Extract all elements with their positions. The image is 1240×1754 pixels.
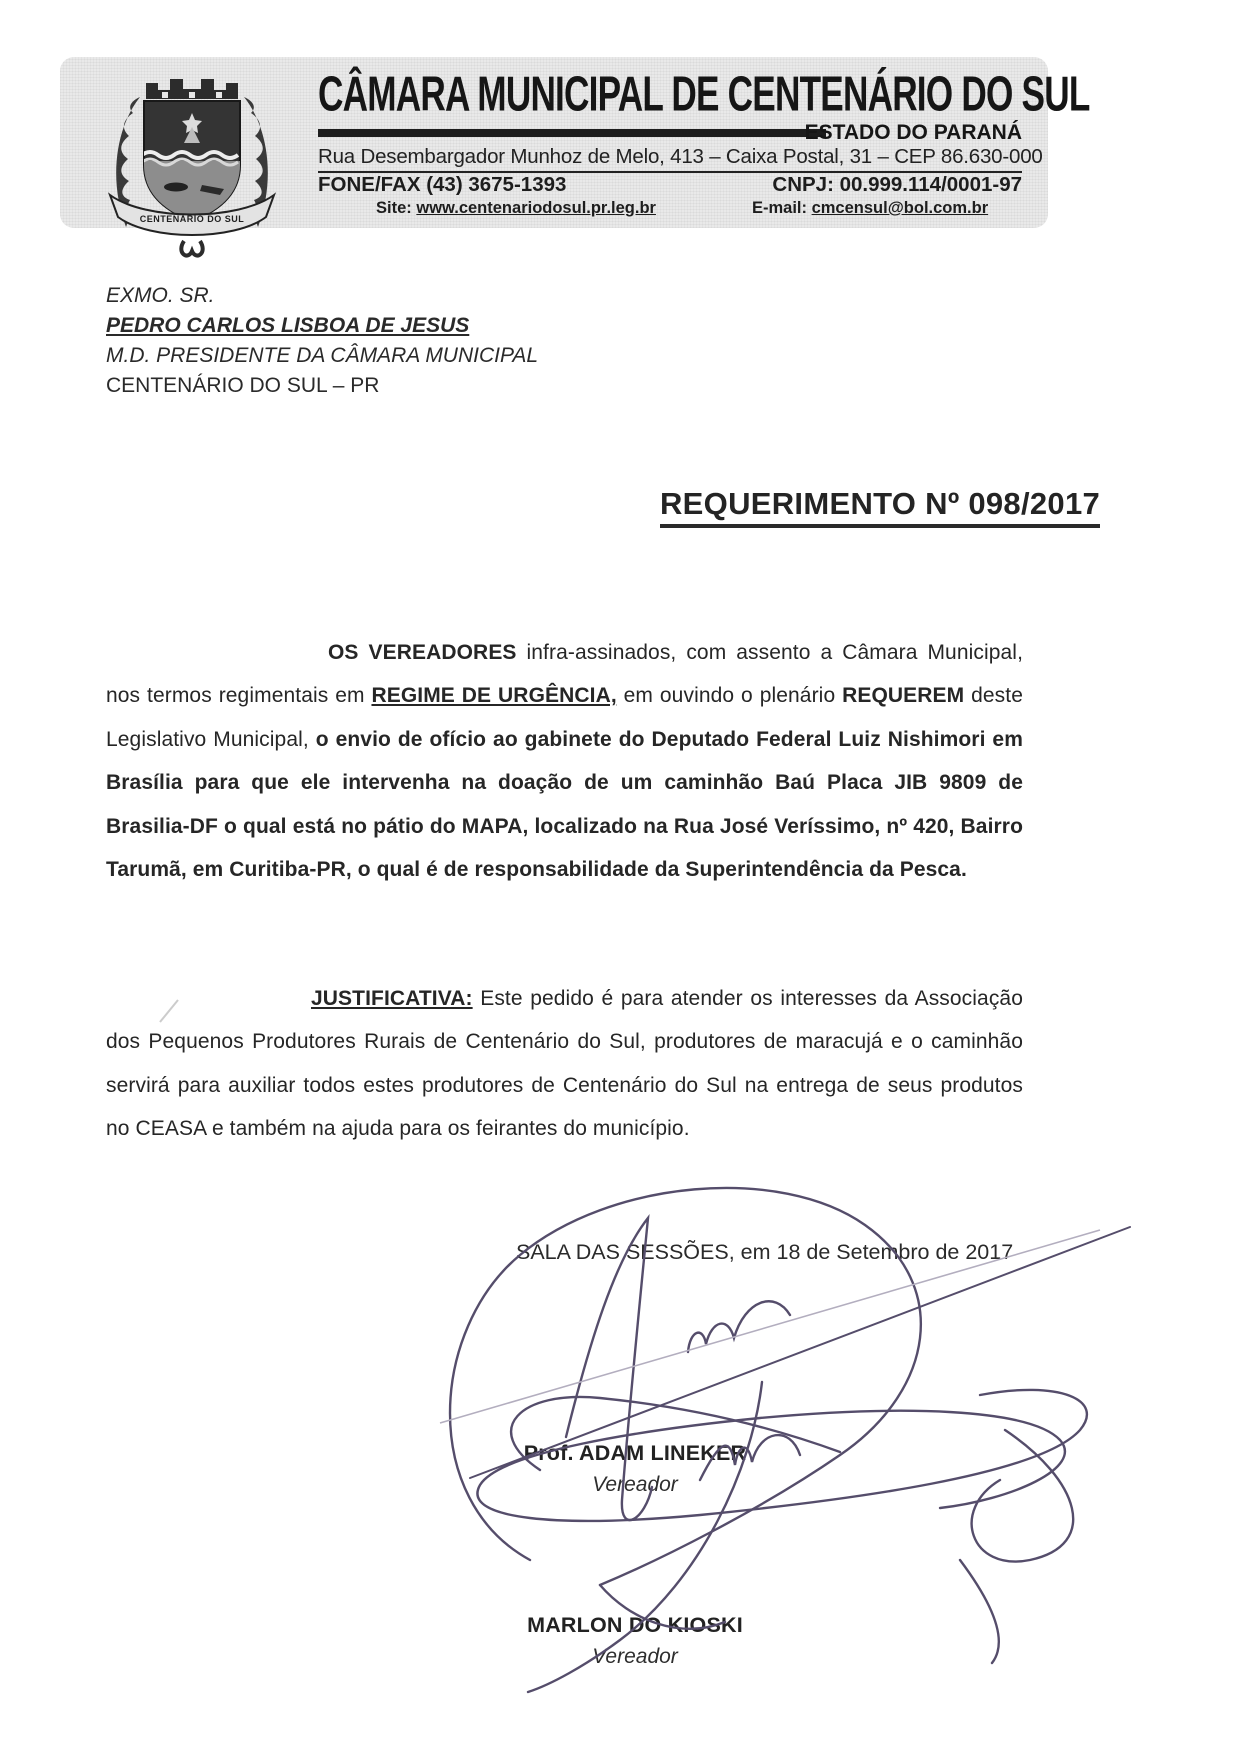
site-url: www.centenariodosul.pr.leg.br (416, 199, 656, 217)
signer-name: MARLON DO KIOSKI (527, 1613, 743, 1637)
addressee-salutation: EXMO. SR. (106, 284, 215, 307)
crest-crown-window (216, 92, 222, 98)
crest-crown-window (162, 92, 168, 98)
signer-role: Vereador (592, 1473, 678, 1496)
website (376, 199, 656, 218)
site-email-row (318, 199, 1022, 218)
email (752, 199, 988, 218)
phone-cnpj-row (318, 173, 1022, 197)
header-rule-row (318, 121, 1022, 143)
email-address: cmcensul@bol.com.br (811, 199, 989, 217)
site-label: Site: (376, 199, 412, 217)
addressee-block (106, 281, 538, 401)
crest-ribbon-text: CENTENÁRIO DO SUL (139, 214, 245, 224)
crest-crown-window (189, 92, 195, 98)
addressee-name: PEDRO CARLOS LISBOA DE JESUS (106, 314, 470, 337)
document-title: REQUERIMENTO Nº 098/2017 (660, 486, 1100, 528)
header-divider (318, 129, 826, 137)
crest-bottom-knot (181, 241, 202, 256)
signer-role: Vereador (592, 1645, 678, 1668)
request-paragraph: OS VEREADORES infra-assinados, com assento a Câmara Municipal, nos termos regimentais em REGIME DE URGÊNCIA, em ouvindo o plenário REQUEREM deste Legislativo Municipal, o envio de ofício ao gabinete do Deputado Federal Luiz Nishimori em Brasília para que ele intervenha na doação de um caminhão Baú Placa JIB 9809 de Brasilia-DF o qual está no pátio do MAPA, localizado na Rua José Veríssimo, nº 420, Bairro Tarumã, em Curitiba-PR, o qual é de responsabilidade da Superintendência da Pesca. (106, 641, 1024, 882)
session-date-line: SALA DAS SESSÕES, em 18 de Setembro de 2017 (516, 1240, 1014, 1264)
addressee-role: M.D. PRESIDENTE DA CÂMARA MUNICIPAL (106, 344, 539, 367)
phone-number: FONE/FAX (43) 3675-1393 (318, 173, 567, 196)
address-line: Rua Desembargador Munhoz de Melo, 413 – Caixa Postal, 31 – CEP 86.630-000 (318, 145, 1022, 173)
signature-block-marlon-do-kioski (420, 1613, 850, 1669)
justification-paragraph: JUSTIFICATIVA: Este pedido é para atender os interesses da Associação dos Pequenos Produtores Rurais de Centenário do Sul, produtores de maracujá e o caminhão servirá para auxiliar todos estes produtores de Centenário do Sul na entrega de seus produtos no CEASA e também na ajuda para os feirantes do município. (106, 987, 1023, 1141)
crest-field-mark (164, 183, 188, 192)
signer-name: Prof. ADAM LINEKER (523, 1441, 747, 1465)
signature-block-adam-lineker (420, 1441, 850, 1497)
state-label: ESTADO DO PARANÁ (804, 121, 1022, 144)
addressee-city: CENTENÁRIO DO SUL – PR (106, 374, 380, 397)
letterhead (60, 57, 1090, 228)
org-name: CÂMARA MUNICIPAL DE CENTENÁRIO DO SUL (318, 67, 1090, 122)
letterhead-text-block (310, 57, 1090, 228)
cnpj-number: CNPJ: 00.999.114/0001-97 (772, 173, 1022, 196)
coat-of-arms-logo (84, 61, 300, 261)
email-label: E-mail: (751, 199, 807, 217)
